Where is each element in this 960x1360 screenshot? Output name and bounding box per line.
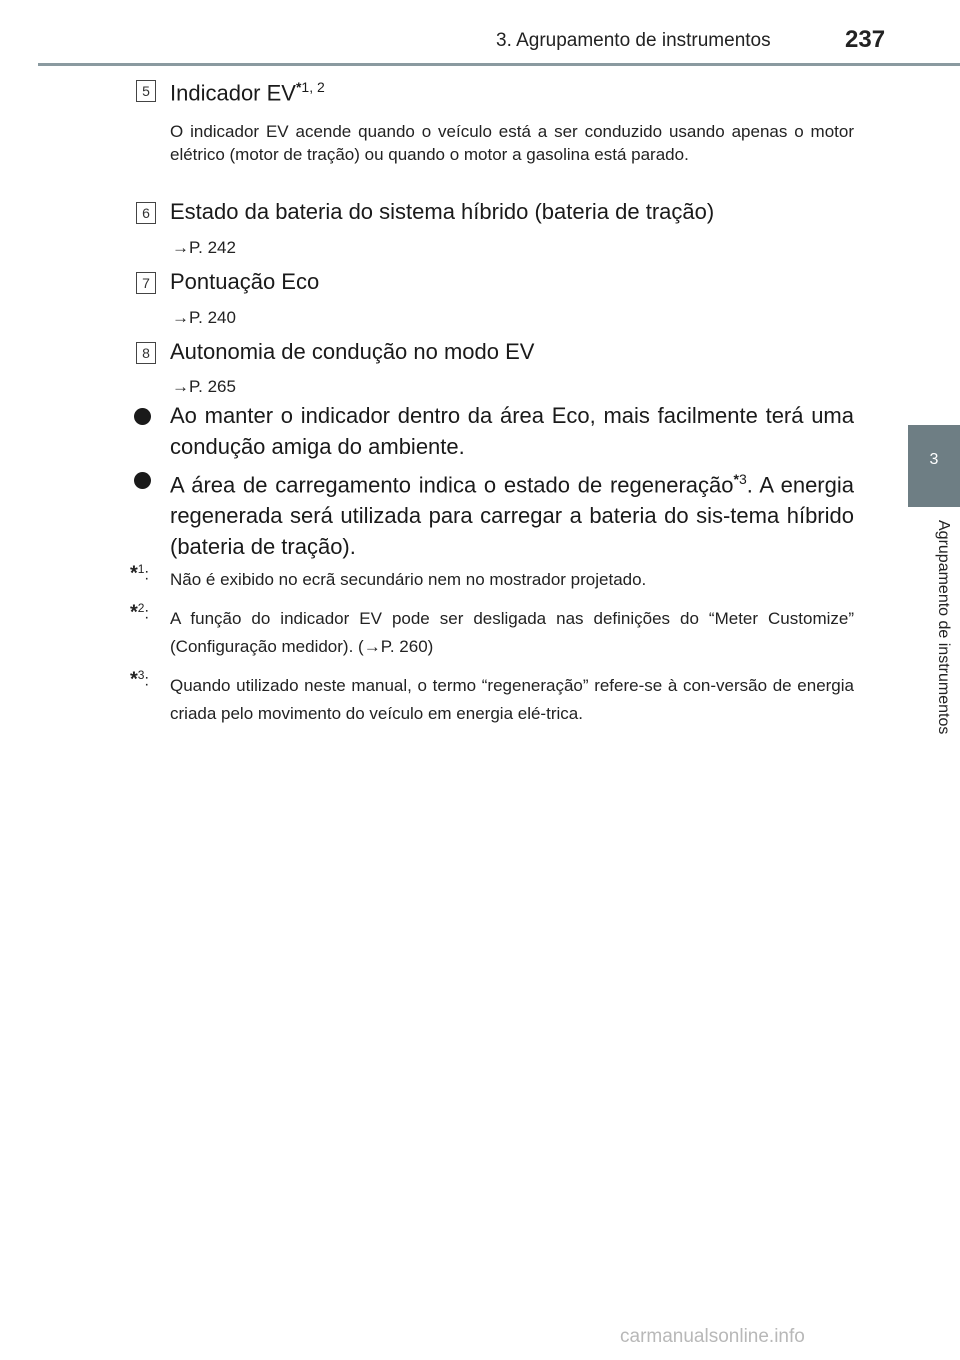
- asterisk-mark: *: [733, 471, 739, 487]
- item-number-box: 5: [136, 80, 156, 102]
- footnote-text: A função do indicador EV pode ser desligada nas definições do “Meter Customize” (Configuração medidor). (→P. 260): [170, 609, 854, 656]
- header-rule: [38, 63, 960, 66]
- item-number-box: 8: [136, 342, 156, 364]
- asterisk-mark: *: [130, 562, 138, 585]
- bullet-text: Ao manter o indicador dentro da área Eco, mais facilmente terá uma condução amiga do ambiente.: [170, 403, 854, 459]
- arrow-icon: →: [172, 238, 189, 257]
- bullet-text-part: . A energia regenerada será utilizada para carregar a bateria do sis-tema híbrido (bateria de tração).: [170, 472, 854, 560]
- asterisk-mark: *: [130, 668, 138, 691]
- section-heading: Autonomia de condução no modo EV: [170, 339, 535, 364]
- chapter-tab-label: Agrupamento de instrumentos: [935, 520, 952, 735]
- section-heading: Pontuação Eco: [170, 269, 320, 294]
- page-reference-text: P. 242: [189, 238, 236, 257]
- asterisk-mark: *: [295, 79, 302, 95]
- page-reference-link[interactable]: [172, 377, 236, 397]
- bullet-text-part: A área de carregamento indica o estado de regeneração: [170, 472, 734, 498]
- page-reference-link[interactable]: [172, 238, 236, 258]
- section-description: O indicador EV acende quando o veículo está a ser conduzido usando apenas o motor elétrico (motor de tração) ou quando o motor a gasolina está parado.: [170, 122, 854, 164]
- footnote-text: Quando utilizado neste manual, o termo “regeneração” refere-se à con-versão de energia criada pelo movimento do veículo em energia elé-trica.: [170, 676, 854, 723]
- arrow-icon: →: [172, 377, 189, 396]
- footnote-text: Não é exibido no ecrã secundário nem no mostrador projetado.: [170, 570, 647, 589]
- footnote-number: 2: [137, 601, 145, 615]
- bullet-icon: [134, 408, 151, 425]
- bullet-text: [170, 464, 854, 562]
- page-reference-text: P. 240: [189, 308, 236, 327]
- chapter-tab-number: 3: [929, 451, 939, 468]
- page-reference-link[interactable]: [172, 308, 236, 328]
- footnote-marker: *$^3$:: [130, 668, 149, 691]
- footnote-marker: *$^1$:: [130, 562, 149, 585]
- running-header-title: 3. Agrupamento de instrumentos: [496, 30, 771, 51]
- section-heading: Estado da bateria do sistema híbrido (bateria de tração): [170, 199, 715, 224]
- footnote-ref: 1, 2: [301, 79, 325, 95]
- item-number-box: 7: [136, 272, 156, 294]
- asterisk-mark: *: [130, 601, 138, 624]
- watermark: carmanualsonline.info: [620, 1326, 805, 1347]
- item-number-box: 6: [136, 202, 156, 224]
- section-heading-text: Indicador EV: [170, 80, 296, 106]
- arrow-icon: →: [172, 308, 189, 327]
- footnote-ref: 3: [738, 471, 747, 487]
- page-number: 237: [845, 26, 886, 53]
- footnote-number: 3: [137, 668, 145, 682]
- section-heading: [170, 79, 325, 106]
- footnote-marker: *$^2$:: [130, 601, 149, 624]
- bullet-icon: [134, 472, 151, 489]
- chapter-tab: [908, 425, 960, 507]
- footnote-number: 1: [137, 562, 145, 576]
- page-reference-text: P. 265: [189, 377, 236, 396]
